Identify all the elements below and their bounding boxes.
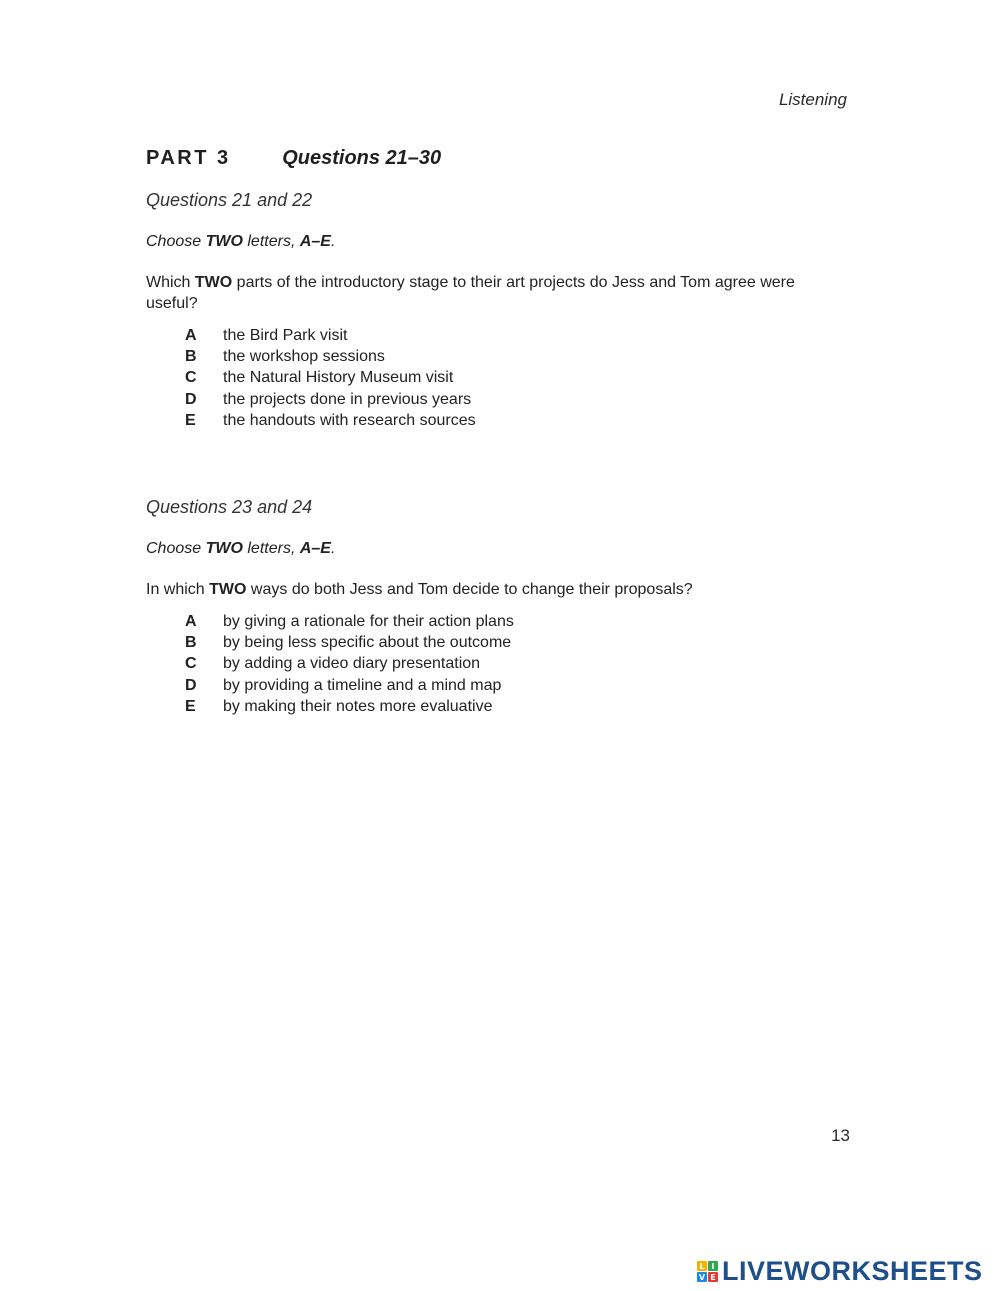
option-text: the Bird Park visit bbox=[223, 327, 348, 344]
section-title: Questions 23 and 24 bbox=[146, 497, 313, 517]
question-count: TWO bbox=[209, 581, 247, 598]
question-suffix: parts of the introductory stage to their art projects do Jess and Tom agree were useful? bbox=[146, 274, 795, 312]
section-title: Questions 21 and 22 bbox=[146, 190, 313, 210]
option-text: by giving a rationale for their action plans bbox=[223, 613, 514, 630]
instruction-range: A–E bbox=[299, 540, 331, 557]
question-section-21-22 bbox=[146, 190, 846, 431]
instruction-middle: letters, bbox=[242, 540, 300, 557]
option-c bbox=[185, 367, 846, 388]
question-prefix: Which bbox=[146, 274, 195, 291]
option-letter: B bbox=[185, 348, 197, 366]
option-text: by adding a video diary presentation bbox=[223, 655, 481, 673]
options-list bbox=[185, 325, 846, 431]
part-questions-range: Questions 21–30 bbox=[282, 147, 442, 169]
option-text: by providing a timeline and a mind map bbox=[223, 676, 502, 694]
option-text: by making their notes more evaluative bbox=[223, 697, 493, 715]
option-text: the projects done in previous years bbox=[223, 390, 472, 408]
option-letter: A bbox=[185, 613, 197, 630]
page-section-label: Listening bbox=[778, 90, 847, 109]
option-text: the handouts with research sources bbox=[223, 411, 476, 429]
part-heading bbox=[146, 147, 441, 170]
options-list bbox=[185, 611, 846, 717]
option-e bbox=[185, 696, 846, 717]
logo-cell-l: L bbox=[697, 1261, 707, 1271]
option-letter: E bbox=[185, 697, 196, 715]
option-text: the Natural History Museum visit bbox=[223, 369, 454, 387]
instruction-suffix: . bbox=[330, 540, 336, 557]
instruction bbox=[146, 540, 846, 558]
option-letter: B bbox=[185, 634, 197, 652]
option-letter: D bbox=[185, 676, 197, 694]
question-section-23-24 bbox=[146, 497, 846, 717]
logo-cell-e: E bbox=[708, 1272, 718, 1282]
question-prefix: In which bbox=[146, 581, 210, 598]
question-text bbox=[146, 579, 846, 600]
option-letter: C bbox=[185, 655, 197, 673]
question-suffix: ways do both Jess and Tom decide to change their proposals? bbox=[246, 581, 693, 598]
instruction-range: A–E bbox=[299, 233, 331, 250]
option-letter: A bbox=[185, 327, 197, 344]
option-a bbox=[185, 611, 846, 632]
instruction-suffix: . bbox=[330, 233, 336, 250]
option-d bbox=[185, 675, 846, 696]
option-b bbox=[185, 346, 846, 367]
option-b bbox=[185, 632, 846, 653]
option-d bbox=[185, 389, 846, 410]
liveworksheets-brand-text: LIVEWORKSHEETS bbox=[722, 1256, 983, 1286]
logo-cell-v: V bbox=[698, 1272, 706, 1282]
option-a bbox=[185, 325, 846, 346]
option-letter: D bbox=[185, 390, 197, 408]
instruction-middle: letters, bbox=[242, 233, 300, 250]
option-letter: E bbox=[185, 411, 196, 429]
question-count: TWO bbox=[194, 274, 233, 291]
part-label: PART 3 bbox=[146, 147, 231, 169]
instruction-count: TWO bbox=[205, 233, 243, 250]
instruction-prefix: Choose bbox=[146, 233, 206, 250]
page-number: 13 bbox=[831, 1126, 850, 1145]
option-text: the workshop sessions bbox=[223, 348, 385, 366]
liveworksheets-logo-link[interactable] bbox=[697, 1256, 983, 1287]
instruction-count: TWO bbox=[205, 540, 243, 557]
question-text bbox=[146, 272, 846, 314]
liveworksheets-logo-icon bbox=[697, 1261, 718, 1282]
logo-cell-i: I bbox=[708, 1261, 718, 1271]
option-c bbox=[185, 653, 846, 674]
option-text: by being less specific about the outcome bbox=[223, 634, 512, 652]
option-e bbox=[185, 410, 846, 431]
instruction-prefix: Choose bbox=[146, 540, 206, 557]
instruction bbox=[146, 233, 846, 251]
option-letter: C bbox=[185, 369, 197, 387]
